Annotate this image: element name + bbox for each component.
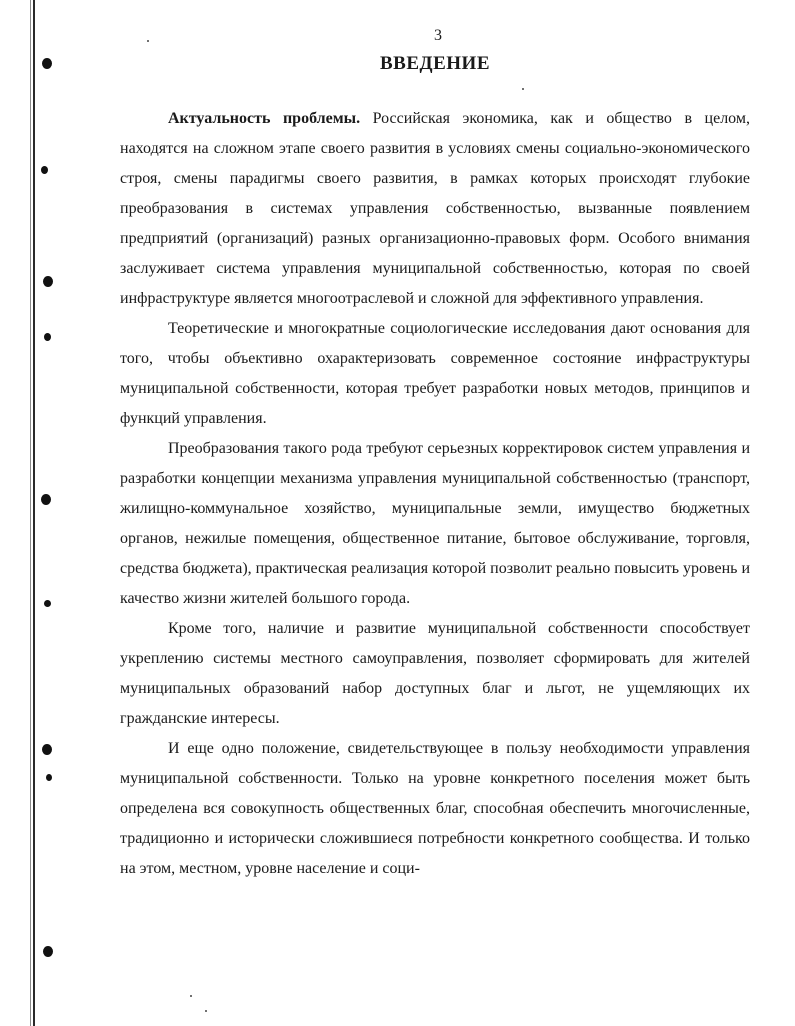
paragraph-relevance	[120, 104, 750, 314]
punch-hole-mark	[42, 58, 52, 69]
page-number: 3	[434, 27, 442, 44]
punch-hole-mark	[41, 494, 51, 505]
page-title: ВВЕДЕНИЕ	[380, 53, 490, 74]
scan-edge-line	[33, 0, 35, 1026]
paragraph-self-government: Кроме того, наличие и развитие муниципальной собственности способствует укреплению системы местного самоуправления, позволяет сформировать для жителей муниципальных образований набор доступных благ и льгот, не ущемляющих их гражданские интересы.	[120, 620, 750, 727]
paragraph-text: Российская экономика, как и общество в целом, находятся на сложном этапе своего развития в условиях смены социально-экономического строя, смены парадигмы своего развития, в рамках которых происходят глубокие преобразования в системах управления собственностью, вызванные появлением предприятий (организаций) разных организационно-правовых форм. Особого внимания заслуживает система управления муниципальной собственностью, которая по своей инфраструктуре является многоотраслевой и сложной для эффективного управления.	[120, 110, 750, 307]
scan-speck	[205, 1010, 207, 1012]
punch-hole-mark	[43, 946, 53, 957]
scan-edge-shadow	[30, 0, 31, 1026]
punch-hole-mark	[41, 166, 48, 174]
paragraph-lead: Актуальность проблемы.	[168, 110, 361, 127]
paragraph-transformations: Преобразования такого рода требуют серьезных корректировок систем управления и разработки концепции механизма управления муниципальной собственностью (транспорт, жилищно-коммунальное хозяйство, муниципальные земли, имущество бюджетных органов, нежилые помещения, общественное питание, бытовое обслуживание, торговля, средства бюджета), практическая реализация которой позволит реально повысить уровень и качество жизни жителей большого города.	[120, 440, 751, 607]
scan-speck	[147, 40, 149, 42]
punch-hole-mark	[42, 744, 52, 755]
punch-hole-mark	[46, 774, 52, 781]
paragraph-public-goods: И еще одно положение, свидетельствующее в пользу необходимости управления муниципальной собственности. Только на уровне конкретного поселения может быть определена вся совокупность общественных благ, способная обеспечить многочисленные, традиционно и исторически сложившиеся потребности конкретного сообщества. И только на этом, местном, уровне население и соци-	[120, 740, 750, 877]
scan-speck	[522, 88, 524, 90]
document-body	[120, 104, 750, 884]
paragraph-research: Теоретические и многократные социологические исследования дают основания для того, чтобы объективно охарактеризовать современное состояние инфраструктуры муниципальной собственности, которая требует разработки новых методов, принципов и функций управления.	[120, 320, 750, 427]
punch-hole-mark	[43, 276, 53, 287]
punch-hole-mark	[44, 333, 51, 341]
punch-hole-mark	[44, 600, 51, 607]
scan-speck	[190, 995, 192, 997]
